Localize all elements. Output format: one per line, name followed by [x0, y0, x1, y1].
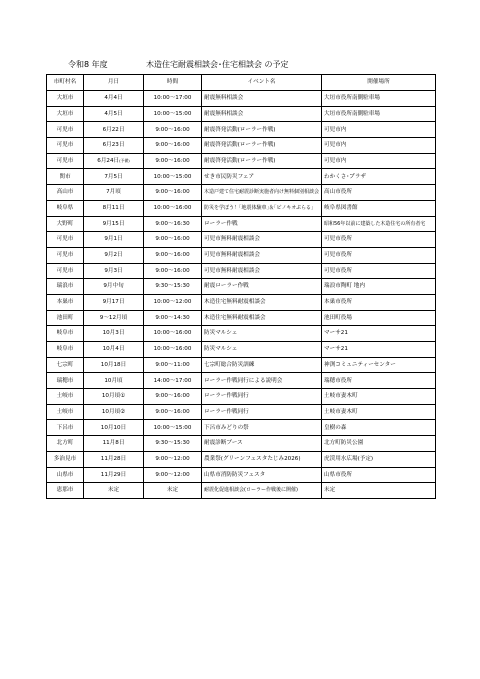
cell-place-text: 土岐市妻木町: [324, 408, 358, 415]
cell-date-text: 9月17日: [102, 299, 125, 306]
cell-city-text: 多治見市: [53, 455, 77, 462]
cell-place: [322, 232, 436, 248]
cell-date-text: 7月頃: [106, 189, 121, 196]
cell-time-text: 9:00～16:00: [155, 126, 190, 133]
cell-time-text: 9:00～16:00: [155, 189, 190, 196]
cell-date-text: 9～12月頃: [99, 314, 128, 321]
cell-city-text: 恵那市: [56, 487, 74, 494]
table-row: [47, 326, 436, 342]
cell-time: [144, 200, 202, 216]
cell-date: [84, 138, 144, 154]
cell-place: [322, 169, 436, 185]
cell-date-text: 10月頃①: [101, 393, 126, 400]
cell-date-text: 未定: [107, 487, 120, 494]
cell-time-text: 9:00～16:00: [155, 408, 190, 415]
cell-date: [84, 310, 144, 326]
cell-event-text: 耐震無料相談会: [204, 110, 244, 117]
cell-place: [322, 185, 436, 201]
cell-event: [202, 122, 322, 138]
cell-date: [84, 451, 144, 467]
cell-place: [322, 389, 436, 405]
cell-event-text: ローラー作戦同行による説明会: [204, 377, 283, 384]
cell-time: [144, 420, 202, 436]
cell-event-text: せき市民防災フェア: [204, 173, 255, 180]
cell-city: [47, 467, 84, 483]
cell-date: [84, 420, 144, 436]
cell-time-text: 未定: [166, 487, 179, 494]
cell-city: [47, 420, 84, 436]
cell-place-text: 神渕コミュニティーセンター: [324, 361, 396, 368]
cell-city-text: 下呂市: [56, 424, 74, 431]
cell-city: [47, 294, 84, 310]
cell-date-text: 11月29日: [100, 471, 127, 478]
cell-event-text: 可児市無料耐震相談会: [204, 252, 260, 259]
table-row: [47, 294, 436, 310]
cell-event-text: 山県市消防防災フェスタ: [204, 471, 266, 478]
cell-date: [84, 404, 144, 420]
cell-place-text: 土岐市妻木町: [324, 393, 358, 400]
cell-event-text: 耐震啓発活動(ローラー作戦): [204, 142, 276, 149]
table-row: [47, 389, 436, 405]
cell-place-text: 未定: [324, 487, 336, 494]
cell-place-text: 可児市役所: [324, 267, 352, 274]
cell-city-text: 池田町: [56, 314, 74, 321]
cell-city: [47, 169, 84, 185]
cell-place: [322, 373, 436, 389]
cell-time-text: 9:00～16:00: [155, 157, 190, 164]
table-row: [47, 357, 436, 373]
cell-city-text: 可児市: [56, 126, 74, 133]
cell-city-text: 可児市: [56, 252, 74, 259]
cell-place-text: マーサ21: [324, 330, 348, 337]
cell-event-text: 防災マルシェ: [204, 330, 238, 337]
cell-event-text: ローラー作戦同行: [204, 393, 249, 400]
cell-date: [84, 326, 144, 342]
cell-place-text: 皇樹の森: [324, 424, 347, 431]
column-header-city: 市町村名: [47, 75, 84, 91]
cell-time: [144, 357, 202, 373]
cell-place: [322, 404, 436, 420]
cell-city-text: 可児市: [56, 236, 74, 243]
cell-event: [202, 185, 322, 201]
cell-place: [322, 91, 436, 107]
cell-event: [202, 404, 322, 420]
cell-date-text: 9月中旬: [103, 283, 124, 290]
cell-city-text: 瑞浪市: [56, 283, 74, 290]
cell-event-text: 耐震啓発活動(ローラー作戦): [204, 157, 276, 164]
cell-event: [202, 247, 322, 263]
table-row: [47, 216, 436, 232]
cell-city: [47, 232, 84, 248]
cell-city: [47, 153, 84, 169]
cell-city: [47, 373, 84, 389]
cell-place: [322, 153, 436, 169]
table-row: [47, 232, 436, 248]
cell-time: [144, 216, 202, 232]
table-row: [47, 169, 436, 185]
cell-city-text: 可児市: [56, 267, 74, 274]
cell-place: [322, 138, 436, 154]
cell-date-text: 10月10日: [100, 424, 127, 431]
header: [0, 59, 480, 73]
cell-event: [202, 153, 322, 169]
cell-place-text: 本巣市役所: [324, 299, 352, 306]
cell-event: [202, 294, 322, 310]
cell-date-text: 8月11日: [102, 204, 125, 211]
cell-date-text: 6月24日: [97, 157, 120, 164]
cell-date-text: 10月頃②: [101, 408, 126, 415]
cell-date-text: 4月5日: [104, 110, 123, 117]
cell-place-text: 山県市役所: [324, 471, 352, 478]
cell-city: [47, 342, 84, 358]
cell-place: [322, 263, 436, 279]
cell-event: [202, 200, 322, 216]
cell-time: [144, 122, 202, 138]
cell-event: [202, 232, 322, 248]
cell-city: [47, 436, 84, 452]
cell-event: [202, 310, 322, 326]
cell-city: [47, 263, 84, 279]
cell-place-text: 可児市内: [324, 126, 347, 133]
cell-time-text: 10:00～16:00: [153, 346, 192, 353]
cell-city-text: 土岐市: [56, 393, 74, 400]
cell-event-text: 耐震診断ブース: [204, 440, 243, 447]
cell-event-text: 防災マルシェ: [204, 346, 238, 353]
cell-event-text: 耐震無料相談会: [204, 95, 244, 102]
cell-date: [84, 216, 144, 232]
cell-city: [47, 279, 84, 295]
cell-date: [84, 279, 144, 295]
cell-city-text: 岐阜市: [56, 346, 74, 353]
table-row: [47, 436, 436, 452]
table-row: [47, 122, 436, 138]
cell-time-text: 10:00～15:00: [153, 110, 192, 117]
cell-time-text: 14:00～17:00: [153, 377, 192, 384]
cell-event-text: 可児市無料耐震相談会: [204, 267, 260, 274]
cell-city: [47, 200, 84, 216]
cell-time-text: 9:00～12:00: [155, 471, 190, 478]
cell-place: [322, 216, 436, 232]
cell-city: [47, 185, 84, 201]
cell-event: [202, 357, 322, 373]
cell-city: [47, 138, 84, 154]
cell-event-text: 木造戸建て住宅耐震診断実施者向け無料個別相談会: [204, 189, 320, 196]
cell-date-text: 10月頃: [104, 377, 123, 384]
cell-time-text: 10:00～12:00: [153, 299, 192, 306]
cell-time: [144, 263, 202, 279]
cell-time: [144, 342, 202, 358]
table-row: [47, 91, 436, 107]
cell-event: [202, 279, 322, 295]
table-body: [47, 91, 436, 499]
cell-time: [144, 279, 202, 295]
cell-event-text: 可児市無料耐震相談会: [204, 236, 260, 243]
cell-date: [84, 122, 144, 138]
table-row: [47, 106, 436, 122]
cell-city-text: 土岐市: [56, 408, 74, 415]
cell-time-text: 9:00～16:00: [155, 236, 190, 243]
table-row: [47, 279, 436, 295]
cell-place-text: 虎渓用水広場(予定): [324, 455, 374, 462]
cell-event: [202, 483, 322, 499]
cell-time: [144, 106, 202, 122]
cell-place: [322, 326, 436, 342]
cell-date: [84, 185, 144, 201]
cell-place: [322, 467, 436, 483]
cell-place: [322, 310, 436, 326]
cell-date: [84, 106, 144, 122]
table-header-row: [47, 75, 436, 91]
cell-place-text: 岐阜県図書館: [324, 204, 358, 211]
cell-city: [47, 247, 84, 263]
cell-place: [322, 294, 436, 310]
table-row: [47, 373, 436, 389]
table-row: [47, 185, 436, 201]
cell-place: [322, 420, 436, 436]
cell-time: [144, 373, 202, 389]
cell-city: [47, 310, 84, 326]
cell-date-text: 9月1日: [104, 236, 123, 243]
cell-date: [84, 436, 144, 452]
cell-city-text: 大垣市: [56, 110, 74, 117]
cell-date-text: 6月22日: [102, 126, 125, 133]
cell-event-text: 木造住宅無料耐震相談会: [204, 314, 266, 321]
cell-event-text: 木造住宅無料耐震相談会: [204, 299, 266, 306]
cell-time: [144, 169, 202, 185]
table-row: [47, 451, 436, 467]
cell-time-text: 9:00～16:00: [155, 267, 190, 274]
cell-place-text: 可児市役所: [324, 252, 352, 259]
cell-city-text: 岐阜県: [56, 204, 74, 211]
table-row: [47, 153, 436, 169]
cell-city-text: 岐阜市: [56, 330, 74, 337]
cell-date-text: 10月4日: [102, 346, 125, 353]
cell-time-text: 10:00～17:00: [153, 95, 192, 102]
cell-place-text: 可児市役所: [324, 236, 352, 243]
cell-time-text: 9:00～14:30: [155, 314, 190, 321]
cell-time: [144, 153, 202, 169]
cell-time: [144, 91, 202, 107]
cell-city: [47, 216, 84, 232]
cell-place-text: マーサ21: [324, 346, 348, 353]
cell-time-text: 10:00～15:00: [153, 173, 192, 180]
cell-time-text: 9:00～16:00: [155, 142, 190, 149]
cell-time-text: 9:00～11:00: [155, 361, 190, 368]
cell-event-text: 七宗町総合防災訓練: [204, 361, 255, 368]
cell-time-text: 9:30～15:30: [155, 283, 190, 290]
cell-event-text: 耐震化促進相談会(ローラー作戦後に開催): [204, 487, 298, 494]
cell-date: [84, 91, 144, 107]
table-row: [47, 404, 436, 420]
cell-place: [322, 247, 436, 263]
cell-city-text: 関市: [59, 173, 71, 180]
cell-city-text: 大野町: [56, 220, 74, 227]
cell-place-text: 可児市内: [324, 142, 347, 149]
cell-date: [84, 389, 144, 405]
cell-place-text: 大垣市役所南側駐車場: [324, 95, 380, 102]
table-row: [47, 138, 436, 154]
table-row: [47, 247, 436, 263]
cell-time: [144, 138, 202, 154]
cell-event: [202, 389, 322, 405]
cell-city-text: 本巣市: [56, 299, 74, 306]
cell-event: [202, 263, 322, 279]
cell-date-text: 4月4日: [104, 95, 123, 102]
cell-date: [84, 467, 144, 483]
column-header-date: 月日: [84, 75, 144, 91]
page-title: 木造住宅耐震相談会･住宅相談会 の予定: [146, 60, 289, 69]
cell-event: [202, 373, 322, 389]
column-header-place: 開催場所: [322, 75, 436, 91]
cell-place-text: 昭和56年以前に建築した木造住宅の所有者宅: [324, 220, 426, 227]
cell-city: [47, 91, 84, 107]
cell-event-text: 耐震啓発活動(ローラー作戦): [204, 126, 276, 133]
cell-event: [202, 169, 322, 185]
cell-event: [202, 467, 322, 483]
column-header-time: 時間: [144, 75, 202, 91]
cell-city-text: 山県市: [56, 471, 74, 478]
cell-date: [84, 373, 144, 389]
cell-date-text: 10月3日: [102, 330, 125, 337]
cell-time: [144, 326, 202, 342]
cell-city: [47, 451, 84, 467]
fiscal-year-label: 令和8 年度: [68, 60, 108, 69]
cell-place-text: 瑞浪市陶町 地内: [324, 283, 365, 290]
cell-event: [202, 106, 322, 122]
cell-time-text: 9:00～16:00: [155, 393, 190, 400]
cell-event-text: 農業祭(グリーンフェスタたじみ2026): [204, 455, 301, 462]
cell-date-text: 11月28日: [100, 455, 127, 462]
cell-event: [202, 420, 322, 436]
cell-time: [144, 294, 202, 310]
cell-time: [144, 389, 202, 405]
cell-event-text: ローラー作戦: [204, 220, 238, 227]
cell-time: [144, 483, 202, 499]
cell-place-text: 大垣市役所南側駐車場: [324, 110, 380, 117]
cell-place: [322, 483, 436, 499]
cell-date: [84, 200, 144, 216]
cell-date-text: 6月23日: [102, 142, 125, 149]
cell-event-text: ローラー作戦同行: [204, 408, 249, 415]
column-header-event: イベント名: [202, 75, 322, 91]
cell-date: [84, 153, 144, 169]
cell-date: [84, 263, 144, 279]
cell-city-text: 北方町: [56, 440, 74, 447]
cell-place-text: わかくさ･プラザ: [324, 173, 366, 180]
cell-city-text: 高山市: [56, 189, 74, 196]
cell-date-text: 7月5日: [104, 173, 123, 180]
cell-place-text: 可児市内: [324, 157, 347, 164]
cell-city: [47, 389, 84, 405]
cell-place: [322, 122, 436, 138]
cell-event: [202, 451, 322, 467]
cell-time-text: 9:00～16:30: [155, 220, 190, 227]
cell-date: [84, 294, 144, 310]
cell-date-text: 9月15日: [102, 220, 125, 227]
cell-time: [144, 467, 202, 483]
cell-time: [144, 247, 202, 263]
cell-city: [47, 122, 84, 138]
cell-city: [47, 326, 84, 342]
cell-city-text: 瑞穂市: [56, 377, 74, 384]
cell-event: [202, 91, 322, 107]
cell-date: [84, 169, 144, 185]
cell-time-text: 9:30～15:30: [155, 440, 190, 447]
schedule-table: [46, 74, 436, 499]
cell-city: [47, 106, 84, 122]
cell-city-text: 可児市: [56, 142, 74, 149]
cell-place: [322, 200, 436, 216]
table-row: [47, 310, 436, 326]
cell-time: [144, 451, 202, 467]
cell-place: [322, 451, 436, 467]
cell-time: [144, 436, 202, 452]
cell-time-text: 9:00～12:00: [155, 455, 190, 462]
cell-city-text: 七宗町: [56, 361, 74, 368]
cell-event: [202, 326, 322, 342]
cell-event: [202, 216, 322, 232]
cell-event-text: 耐震ローラー作戦: [204, 283, 249, 290]
cell-event-text: 下呂市みどりの祭: [204, 424, 249, 431]
cell-time-text: 10:00～16:00: [153, 204, 192, 211]
cell-place-text: 高山市役所: [324, 189, 352, 196]
cell-city: [47, 483, 84, 499]
cell-date-note: (予備): [119, 157, 130, 163]
cell-date-text: 9月3日: [104, 267, 123, 274]
cell-date: [84, 342, 144, 358]
cell-time: [144, 404, 202, 420]
cell-time: [144, 185, 202, 201]
cell-place: [322, 357, 436, 373]
cell-time-text: 10:00～15:00: [153, 424, 192, 431]
table-row: [47, 342, 436, 358]
cell-event: [202, 436, 322, 452]
table-row: [47, 420, 436, 436]
cell-time-text: 9:00～16:00: [155, 252, 190, 259]
cell-city-text: 大垣市: [56, 95, 74, 102]
cell-city-text: 可児市: [56, 157, 74, 164]
cell-date-text: 11月8日: [102, 440, 125, 447]
cell-place-text: 北方町防災公園: [324, 440, 364, 447]
table-row: [47, 200, 436, 216]
cell-date-text: 9月2日: [104, 252, 123, 259]
table-row: [47, 483, 436, 499]
cell-time: [144, 310, 202, 326]
cell-event: [202, 342, 322, 358]
cell-date: [84, 357, 144, 373]
cell-place-text: 瑞穂市役所: [324, 377, 352, 384]
cell-city: [47, 404, 84, 420]
cell-event: [202, 138, 322, 154]
cell-event-text: 防災を学ぼう！｢地震体験車｣＆｢ピノキオぷらる｣: [204, 204, 314, 211]
table-row: [47, 467, 436, 483]
table-row: [47, 263, 436, 279]
cell-time-text: 10:00～16:00: [153, 330, 192, 337]
cell-place: [322, 436, 436, 452]
cell-time: [144, 232, 202, 248]
cell-date-text: 10月18日: [100, 361, 127, 368]
cell-date: [84, 232, 144, 248]
cell-date: [84, 483, 144, 499]
cell-city: [47, 357, 84, 373]
cell-place: [322, 106, 436, 122]
cell-place: [322, 342, 436, 358]
cell-place-text: 池田町役場: [324, 314, 352, 321]
cell-place: [322, 279, 436, 295]
cell-date: [84, 247, 144, 263]
